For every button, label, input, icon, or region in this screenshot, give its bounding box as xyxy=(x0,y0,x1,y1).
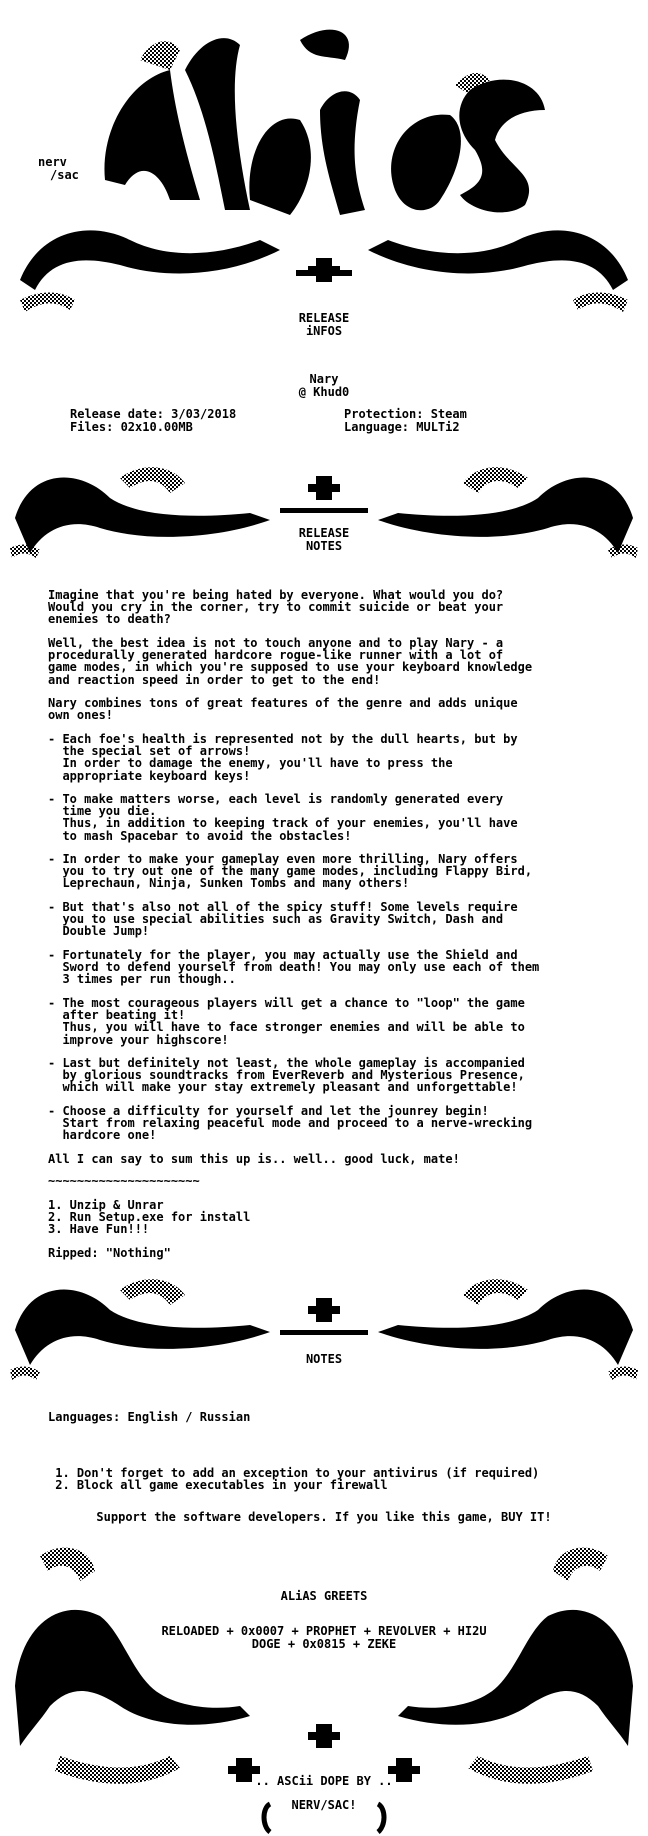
ripped-info: Ripped: "Nothing" xyxy=(48,1246,171,1260)
ascii-credit-nerv: nerv xyxy=(38,155,67,169)
notes-paragraph-summary: All I can say to sum this up is.. well.. good luck, mate! xyxy=(48,1152,460,1166)
ascii-credit-line-1: .. ASCii DOPE BY .. xyxy=(255,1774,393,1788)
greets-line-1: RELOADED + 0x0007 + PROPHET + REVOLVER + HI2U xyxy=(161,1624,487,1638)
support-developers-text: Support the software developers. If you like this game, BUY IT! xyxy=(96,1510,552,1524)
release-date: Release date: 3/03/2018 xyxy=(70,407,237,421)
greets-heading: ALiAS GREETS xyxy=(280,1589,368,1603)
notes-bullet-levels: - To make matters worse, each level is randomly generated every time you die. Thus, in addition to keeping track of your enemies, you'll have to mash Spacebar to avoid the obstacles! xyxy=(48,792,518,843)
ascii-credit-sac: /sac xyxy=(50,168,79,182)
install-steps: 1. Unzip & Unrar 2. Run Setup.exe for install 3. Have Fun!!! xyxy=(48,1198,251,1237)
alias-logo-art xyxy=(0,0,648,330)
notes-bullet-loop: - The most courageous players will get a chance to "loop" the game after beating it! Thus, you will have to face stronger enemies and will be able to improve your highscore! xyxy=(48,996,525,1047)
notes-heading: NOTES xyxy=(305,1352,343,1366)
ascii-credit-line-2: NERV/SAC! xyxy=(291,1798,357,1812)
language-count: Language: MULTi2 xyxy=(344,420,460,434)
notes-bullet-modes: - In order to make your gameplay even more thrilling, Nary offers you to try out one of the many game modes, including Flappy Bird, Leprechaun, Ninja, Sunken Tombs and many others! xyxy=(48,852,533,891)
notes-separator: ~~~~~~~~~~~~~~~~~~~~~ xyxy=(48,1174,200,1188)
notes-ornament xyxy=(0,1270,648,1390)
notes-bullet-soundtracks: - Last but definitely not least, the whole gameplay is accompanied by glorious soundtracks from EverReverb and Mysterious Presence, which will make your stay extremely pleasant and unforgettable! xyxy=(48,1056,525,1095)
notes-bullet-abilities: - But that's also not all of the spicy stuff! Some levels require you to use special abilities such as Gravity Switch, Dash and Double Jump! xyxy=(48,900,518,939)
release-infos-heading-line1: RELEASE xyxy=(298,311,350,325)
release-notes-heading-line1: RELEASE xyxy=(298,526,350,540)
developer-credit: @ Khud0 xyxy=(298,385,350,399)
notes-instructions: 1. Don't forget to add an exception to your antivirus (if required) 2. Block all game executables in your firewall xyxy=(55,1466,540,1493)
greets-ornament xyxy=(0,1536,648,1836)
protection: Protection: Steam xyxy=(344,407,467,421)
notes-paragraph-best-idea: Well, the best idea is not to touch anyone and to play Nary - a procedurally generated hardcore rogue-like runner with a lot of game modes, in which you're supposed to use your keyboard knowledge and reaction speed in order to get to the end! xyxy=(48,636,533,687)
file-count: Files: 02x10.00MB xyxy=(70,420,193,434)
release-notes-heading-line2: NOTES xyxy=(305,539,343,553)
notes-paragraph-intro: Imagine that you're being hated by everyone. What would you do? Would you cry in the corner, try to commit suicide or beat your enemies to death? xyxy=(48,588,504,627)
greets-line-2: DOGE + 0x0815 + ZEKE xyxy=(251,1637,397,1651)
notes-paragraph-features: Nary combines tons of great features of the genre and adds unique own ones! xyxy=(48,696,518,723)
notes-bullet-shield-sword: - Fortunately for the player, you may actually use the Shield and Sword to defend yourself from death! You may only use each of them 3 times per run though.. xyxy=(48,948,540,987)
game-title: Nary xyxy=(309,372,339,386)
notes-bullet-health: - Each foe's health is represented not by the dull hearts, but by the special set of arrows! In order to damage the enemy, you'll have to press the appropriate keyboard keys! xyxy=(48,732,518,783)
notes-bullet-difficulty: - Choose a difficulty for yourself and let the jounrey begin! Start from relaxing peaceful mode and proceed to a nerve-wrecking hardcore one! xyxy=(48,1104,533,1143)
languages-info: Languages: English / Russian xyxy=(48,1410,251,1424)
release-infos-heading-line2: iNFOS xyxy=(305,324,343,338)
